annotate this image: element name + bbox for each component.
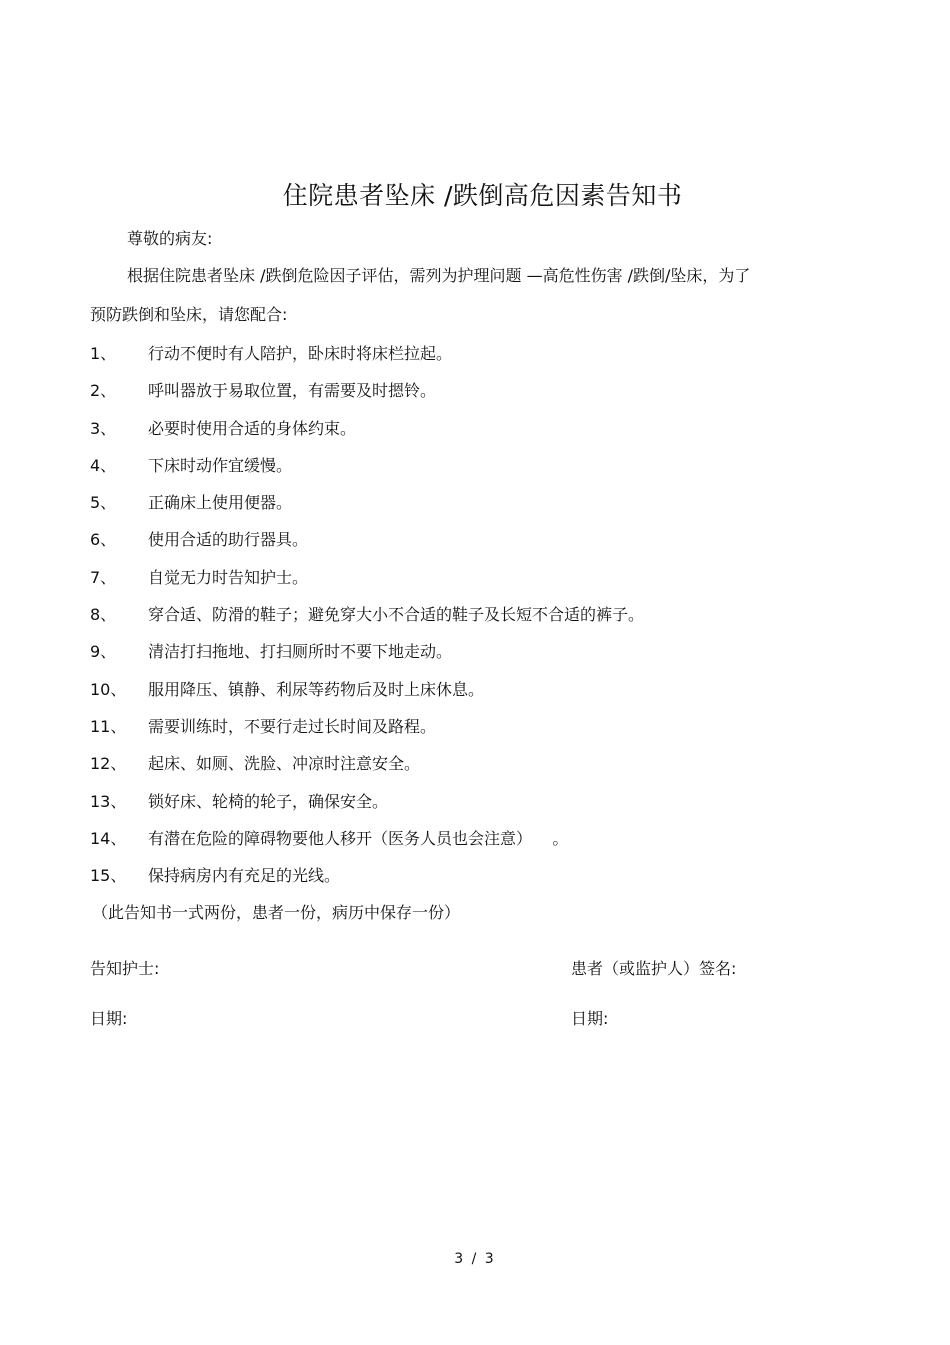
item-text: 服用降压、镇静、利尿等药物后及时上床休息。 — [148, 679, 485, 699]
item-text: 保持病房内有充足的光线。 — [148, 866, 341, 886]
item-text: 穿合适、防滑的鞋子；避免穿大小不合适的鞋子及长短不合适的裤子。 — [148, 605, 645, 625]
list-item — [90, 789, 644, 826]
intro-line-2: 预防跌倒和坠床，请您配合: — [90, 305, 288, 324]
item-number: 7、 — [90, 567, 117, 587]
item-number: 10、 — [90, 679, 127, 699]
item-number: 2、 — [90, 381, 117, 401]
item-text: 有潜在危险的障碍物要他人移开（医务人员也会注意） 。 — [148, 828, 569, 848]
list-item — [90, 565, 644, 602]
item-text: 正确床上使用便器。 — [148, 493, 293, 513]
item-text: 必要时使用合适的身体约束。 — [148, 418, 357, 438]
item-number: 9、 — [90, 642, 117, 662]
item-text: 清洁打扫拖地、打扫厕所时不要下地走动。 — [148, 642, 453, 662]
list-item — [90, 677, 644, 714]
nurse-signature-label: 告知护士: — [90, 959, 160, 978]
item-text: 自觉无力时告知护士。 — [148, 567, 309, 587]
list-item — [90, 453, 644, 490]
list-item — [90, 602, 644, 639]
list-item — [90, 863, 644, 900]
item-number: 11、 — [90, 716, 127, 736]
item-number: 14、 — [90, 828, 127, 848]
list-item — [90, 826, 644, 863]
list-item — [90, 378, 644, 415]
item-text: 呼叫器放于易取位置，有需要及时摁铃。 — [148, 381, 437, 401]
greeting: 尊敬的病友: — [127, 229, 213, 248]
list-item — [90, 639, 644, 676]
item-number: 13、 — [90, 791, 127, 811]
item-number: 5、 — [90, 493, 117, 513]
document-title: 住院患者坠床 /跌倒高危因素告知书 — [282, 181, 683, 210]
list-item — [90, 714, 644, 751]
item-text: 下床时动作宜缓慢。 — [148, 455, 293, 475]
copy-note: （此告知书一式两份，患者一份，病历中保存一份） — [92, 903, 461, 922]
item-number: 3、 — [90, 418, 117, 438]
list-item — [90, 751, 644, 788]
patient-signature-label: 患者（或监护人）签名: — [571, 959, 737, 978]
date-label-left: 日期: — [90, 1009, 128, 1028]
list-item — [90, 341, 644, 378]
item-number: 12、 — [90, 754, 127, 774]
list-item — [90, 527, 644, 564]
list-item — [90, 490, 644, 527]
page-indicator: 3 / 3 — [454, 1251, 496, 1267]
date-label-right: 日期: — [571, 1009, 609, 1028]
item-number: 1、 — [90, 344, 117, 363]
item-text: 锁好床、轮椅的轮子，确保安全。 — [148, 791, 389, 811]
precaution-list — [90, 341, 644, 900]
item-text: 使用合适的助行器具。 — [148, 530, 309, 550]
item-number: 4、 — [90, 455, 117, 475]
list-item — [90, 416, 644, 453]
item-number: 15、 — [90, 866, 127, 886]
item-text: 行动不便时有人陪护，卧床时将床栏拉起。 — [148, 344, 453, 363]
item-text: 需要训练时，不要行走过长时间及路程。 — [148, 716, 437, 736]
item-text: 起床、如厕、洗脸、冲凉时注意安全。 — [148, 754, 421, 774]
item-number: 8、 — [90, 605, 117, 625]
item-number: 6、 — [90, 530, 117, 550]
intro-line-1: 根据住院患者坠床 /跌倒危险因子评估，需列为护理问题 —高危性伤害 /跌倒/坠床，为了 — [127, 266, 751, 285]
